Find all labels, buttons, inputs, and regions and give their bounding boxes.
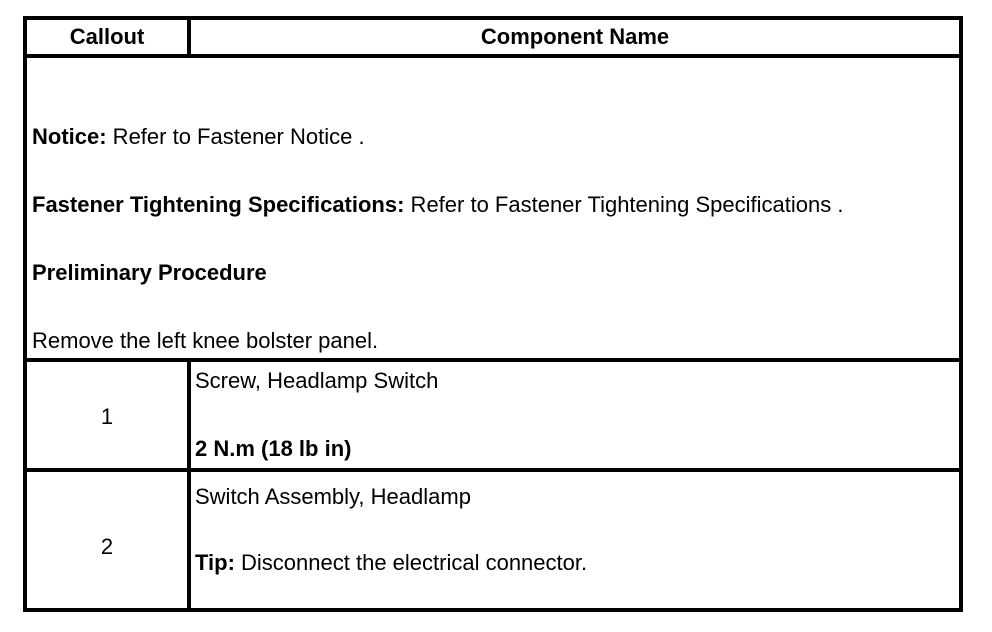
notice-text: Refer to Fastener Notice . <box>106 124 365 149</box>
callout-number: 1 <box>100 404 114 429</box>
component-name: Screw, Headlamp Switch <box>195 368 439 393</box>
header-component-name: Component Name <box>480 24 670 49</box>
column-divider <box>187 362 191 468</box>
component-table <box>23 16 963 612</box>
tip-label: Tip: <box>195 550 235 575</box>
table-row <box>27 472 959 608</box>
fastener-spec-text: Refer to Fastener Tightening Specifications . <box>404 192 844 217</box>
fastener-spec-label: Fastener Tightening Specifications: <box>32 192 405 217</box>
preliminary-procedure-heading: Preliminary Procedure <box>32 260 267 285</box>
preliminary-procedure-step: Remove the left knee bolster panel. <box>32 328 379 353</box>
header-callout: Callout <box>69 24 145 49</box>
torque-spec: 2 N.m (18 lb in) <box>195 436 352 461</box>
notice-label: Notice: <box>32 124 107 149</box>
notice-line <box>32 124 365 150</box>
component-name: Switch Assembly, Headlamp <box>195 484 471 509</box>
notes-row <box>27 58 959 362</box>
table-row <box>27 362 959 472</box>
tip-line <box>195 550 587 576</box>
tip-text: Disconnect the electrical connector. <box>234 550 588 575</box>
column-divider <box>187 472 191 608</box>
callout-number: 2 <box>100 534 114 559</box>
fastener-spec-line <box>32 192 843 218</box>
table-header-row <box>27 20 959 58</box>
